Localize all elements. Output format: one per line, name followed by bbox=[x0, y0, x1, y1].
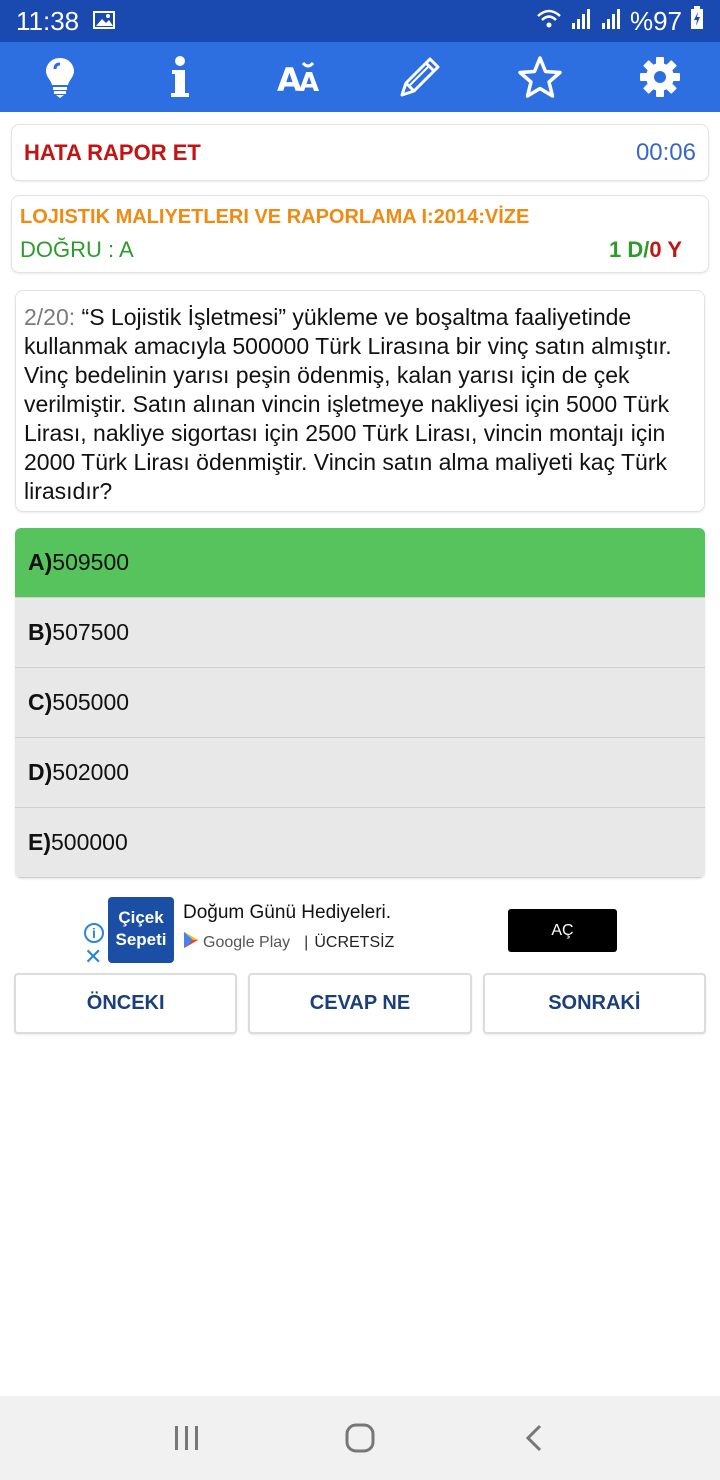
wifi-icon bbox=[536, 6, 562, 37]
report-error-button[interactable]: HATA RAPOR ET bbox=[24, 139, 201, 165]
font-size-icon[interactable] bbox=[270, 47, 330, 107]
battery-percent: %97 bbox=[629, 5, 682, 36]
next-button[interactable]: SONRAKİ bbox=[483, 973, 706, 1034]
status-bar bbox=[0, 0, 720, 42]
option-b[interactable] bbox=[15, 598, 705, 668]
system-nav-bar bbox=[0, 1396, 720, 1480]
ad-banner[interactable] bbox=[80, 893, 640, 969]
report-card bbox=[11, 124, 709, 181]
option-a[interactable] bbox=[15, 528, 705, 598]
toolbar bbox=[0, 42, 720, 112]
info-card bbox=[11, 195, 709, 273]
ad-open-button[interactable]: AÇ bbox=[508, 909, 617, 952]
option-letter: D) bbox=[28, 759, 53, 785]
ad-logo bbox=[108, 897, 174, 963]
question-number: 2/20: bbox=[24, 304, 76, 330]
gallery-icon bbox=[93, 6, 115, 37]
back-icon[interactable] bbox=[503, 1408, 563, 1468]
svg-text:A: A bbox=[299, 68, 320, 97]
ad-store-name: Google Play bbox=[203, 933, 291, 951]
pencil-icon[interactable] bbox=[390, 47, 450, 107]
ad-headline: Doğum Günü Hediyeleri. bbox=[183, 902, 392, 923]
status-time: 11:38 bbox=[16, 5, 80, 36]
signal-icon bbox=[570, 6, 592, 37]
info-icon[interactable] bbox=[150, 47, 210, 107]
google-play-icon bbox=[183, 931, 199, 954]
course-title: LOJISTIK MALIYETLERI VE RAPORLAMA I:2014:VİZE bbox=[20, 206, 530, 228]
score-correct: 1 D/ bbox=[609, 237, 650, 262]
option-value: 500000 bbox=[51, 829, 128, 855]
option-value: 505000 bbox=[52, 689, 130, 715]
ad-close-icon[interactable]: ✕ bbox=[84, 944, 103, 969]
option-c[interactable] bbox=[15, 668, 705, 738]
signal-icon bbox=[600, 6, 622, 37]
timer: 00:06 bbox=[635, 138, 696, 166]
show-answer-button[interactable]: CEVAP NE bbox=[248, 973, 471, 1034]
score-wrong: 0 Y bbox=[649, 237, 682, 262]
option-letter: A) bbox=[28, 549, 53, 575]
home-icon[interactable] bbox=[330, 1408, 390, 1468]
previous-button[interactable]: ÖNCEKI bbox=[14, 973, 237, 1034]
options-list bbox=[15, 528, 705, 878]
score bbox=[609, 237, 682, 263]
question-text: “S Lojistik İşletmesi” yükleme ve boşaltma faaliyetinde kullanmak amacıyla 500000 Türk Lirasına bir vinç satın almıştır. Vinç bedelinin yarısı peşin ödenmiş, kalan yarısı için de çek verilmiştir. Satın alınan vincin işletmeye nakliyesi için 5000 Türk Lirası, nakliye sigortası için 2500 Türk Lirası, vincin montajı için 2000 Türk Lirası ödenmiştir. Vincin satın alma maliyeti kaç Türk lirasıdır? bbox=[24, 304, 672, 504]
option-letter: C) bbox=[28, 689, 53, 715]
recent-apps-icon[interactable] bbox=[157, 1408, 217, 1468]
ad-store-row bbox=[183, 931, 394, 954]
ad-info-icon[interactable]: i bbox=[84, 923, 104, 943]
ad-price: ÜCRETSİZ bbox=[314, 933, 395, 951]
option-value: 507500 bbox=[52, 619, 130, 645]
correct-answer-label: DOĞRU : A bbox=[20, 237, 134, 262]
ad-divider: | bbox=[304, 933, 309, 951]
ad-brand-line1: Çiçek bbox=[118, 908, 164, 927]
question-card bbox=[15, 290, 705, 512]
battery-icon bbox=[690, 6, 704, 37]
question-nav bbox=[14, 973, 706, 1034]
option-value: 502000 bbox=[52, 759, 130, 785]
star-icon[interactable] bbox=[510, 47, 570, 107]
option-e[interactable] bbox=[15, 808, 705, 878]
option-value: 509500 bbox=[52, 549, 130, 575]
lightbulb-icon[interactable] bbox=[30, 47, 90, 107]
option-d[interactable] bbox=[15, 738, 705, 808]
ad-brand-line2: Sepeti bbox=[115, 930, 167, 949]
option-letter: B) bbox=[28, 619, 53, 645]
gear-icon[interactable] bbox=[630, 47, 690, 107]
svg-text:A: A bbox=[277, 61, 302, 97]
option-letter: E) bbox=[28, 829, 51, 855]
